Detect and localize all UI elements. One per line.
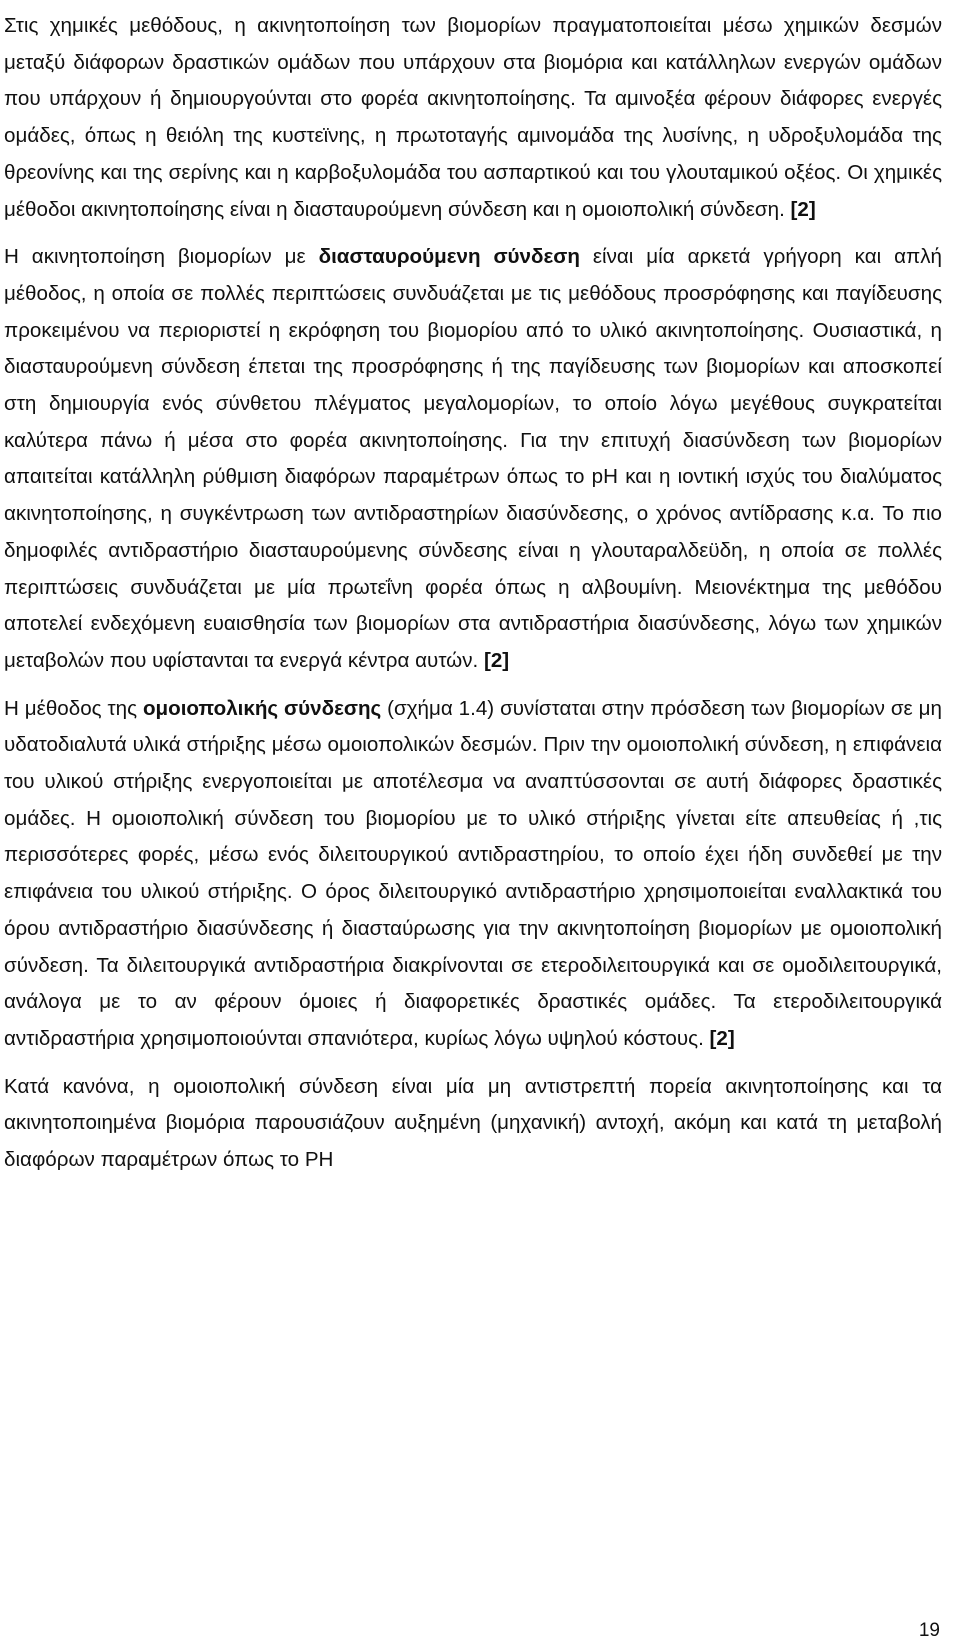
bold-term-cross-linking: διασταυρούμενη σύνδεση	[318, 245, 580, 269]
paragraph-cross-linking	[4, 239, 942, 679]
paragraph-text: Η ακινητοποίηση βιομορίων με	[4, 245, 319, 269]
paragraph-chemical-methods	[4, 8, 942, 228]
paragraph-irreversible-binding	[4, 1069, 942, 1179]
citation-reference: [2]	[709, 1026, 735, 1050]
bold-term-covalent-binding: ομοιοπολικής σύνδεσης	[142, 696, 382, 720]
citation-reference: [2]	[790, 197, 816, 221]
page-number: 19	[918, 1620, 940, 1641]
paragraph-text: Κατά κανόνα, η ομοιοπολική σύνδεση είναι μία μη αντιστρεπτή πορεία ακινητοποίησης και τα ακινητοποιημένα βιομόρια παρουσιάζουν αυξημένη (μηχανική) αντοχή, ακόμη και κατά τη μεταβολή διαφόρων παραμέτρων όπως το PH	[4, 1074, 942, 1172]
paragraph-covalent-binding	[4, 691, 942, 1058]
citation-reference: [2]	[483, 648, 510, 672]
paragraph-text: (σχήμα 1.4) συνίσταται στην πρόσδεση των βιομορίων σε μη υδατοδιαλυτά υλικά στήριξης μέσω ομοιοπολικών δεσμών. Πριν την ομοιοπολική σύνδεση, η επιφάνεια του υλικού στήριξης ενεργοποιείται με αποτέλεσμα να αναπτύσσονται σε αυτή διάφορες δραστικές ομάδες. Η ομοιοπολική σύνδεση του βιομορίου με το υλικό στήριξης γίνεται είτε απευθείας ή ,τις περισσότερες φορές, μέσω ενός διλειτουργικού αντιδραστηρίου, το οποίο έχει ήδη συνδεθεί με την επιφάνεια του υλικού στήριξης. Ο όρος διλειτουργικό αντιδραστήριο χρησιμοποιείται εναλλακτικά του όρου αντιδραστήριο διασύνδεσης ή διασταύρωσης για την ακινητοποίηση βιομορίων με ομοιοπολική σύνδεση. Τα διλειτουργικά αντιδραστήρια διακρίνονται σε ετεροδιλειτουργικά και σε ομοδιλειτουργικά, ανάλογα με το αν φέρουν όμοιες ή διαφορετικές δραστικές ομάδες. Τα ετεροδιλειτουργικά αντιδραστήρια χρησιμοποιούνται σπανιότερα, κυρίως λόγω υψηλού κόστους.	[4, 696, 942, 1050]
paragraph-text: Η μέθοδος της	[4, 696, 143, 720]
paragraph-text: είναι μία αρκετά γρήγορη και απλή μέθοδος, η οποία σε πολλές περιπτώσεις συνδυάζεται με τις μεθόδους προσρόφησης και παγίδευσης προκειμένου να περιοριστεί η εκρόφηση του βιομορίου από το υλικό ακινητοποίησης. Ουσιαστικά, η διασταυρούμενη σύνδεση έπεται της προσρόφησης ή της παγίδευσης των βιομορίων και αποσκοπεί στη δημιουργία ενός σύνθετου πλέγματος μεγαλομορίων, το οποίο λόγω μεγέθους συγκρατείται καλύτερα πάνω ή μέσα στο φορέα ακινητοποίησης. Για την επιτυχή διασύνδεση των βιομορίων απαιτείται κατάλληλη ρύθμιση διαφόρων παραμέτρων όπως το pH και η ιοντική ισχύς του διαλύματος ακινητοποίησης, η συγκέντρωση των αντιδραστηρίων διασύνδεσης, ο χρόνος αντίδρασης κ.α. Το πιο δημοφιλές αντιδραστήριο διασταυρούμενης σύνδεσης είναι η γλουταραλδεϋδη, η οποία σε πολλές περιπτώσεις συνδυάζεται με μία πρωτεΐνη φορέα όπως η αλβουμίνη. Μειονέκτημα της μεθόδου αποτελεί ενδεχόμενη ευαισθησία των βιομορίων στα αντιδραστήρια διασύνδεσης, λόγω των χημικών μεταβολών που υφίστανται τα ενεργά κέντρα αυτών.	[4, 245, 942, 672]
paragraph-text: Στις χημικές μεθόδους, η ακινητοποίηση των βιομορίων πραγματοποιείται μέσω χημικών δεσμών μεταξύ διάφορων δραστικών ομάδων που υπάρχουν στα βιομόρια και κατάλληλων ενεργών ομάδων που υπάρχουν ή δημιουργούνται στο φορέα ακινητοποίησης. Τα αμινοξέα φέρουν διάφορες ενεργές ομάδες, όπως η θειόλη της κυστεϊνης, η πρωτοταγής αμινομάδα της λυσίνης, η υδροξυλομάδα της θρεονίνης και της σερίνης και η καρβοξυλομάδα του ασπαρτικού και του γλουταμικού οξέος. Οι χημικές μέθοδοι ακινητοποίησης είναι η διασταυρούμενη σύνδεση και η ομοιοπολική σύνδεση.	[4, 14, 942, 221]
